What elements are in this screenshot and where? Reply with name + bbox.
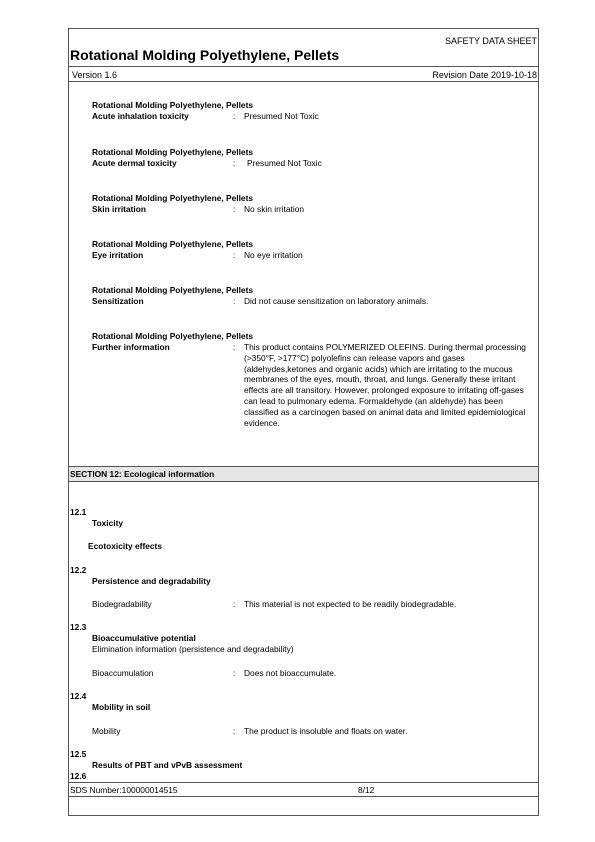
colon: :: [233, 668, 236, 678]
bioaccumulative-title: Bioaccumulative potential: [92, 633, 196, 643]
further-information-label: Further information: [92, 342, 170, 352]
mobility-title: Mobility in soil: [92, 702, 151, 712]
product-name: Rotational Molding Polyethylene, Pellets: [92, 193, 254, 203]
colon: :: [233, 204, 236, 214]
revision-date: Revision Date 2019-10-18: [432, 70, 537, 80]
divider: [68, 796, 539, 797]
colon: :: [233, 342, 236, 352]
page-number: 8/12: [358, 785, 375, 795]
divider: [68, 481, 539, 482]
section-12-heading: SECTION 12: Ecological information: [70, 469, 215, 479]
product-name: Rotational Molding Polyethylene, Pellets: [92, 285, 254, 295]
sensitization-value: Did not cause sensitization on laboratory animals.: [244, 296, 429, 306]
skin-irritation-value: No skin irritation: [244, 204, 305, 214]
mobility-value: The product is insoluble and floats on water.: [244, 726, 408, 736]
colon: :: [233, 296, 236, 306]
product-name: Rotational Molding Polyethylene, Pellets: [92, 331, 254, 341]
sensitization-label: Sensitization: [92, 296, 144, 306]
ecotoxicity-effects: Ecotoxicity effects: [88, 541, 163, 551]
colon: :: [233, 726, 236, 736]
divider: [68, 66, 539, 67]
product-name: Rotational Molding Polyethylene, Pellets: [92, 100, 254, 110]
product-name: Rotational Molding Polyethylene, Pellets: [92, 239, 254, 249]
acute-inhalation-value: Presumed Not Toxic: [244, 111, 319, 121]
mobility-label: Mobility: [92, 726, 121, 736]
acute-inhalation-label: Acute inhalation toxicity: [92, 111, 189, 121]
colon: :: [233, 158, 236, 168]
pbt-title: Results of PBT and vPvB assessment: [92, 760, 243, 770]
eye-irritation-value: No eye irritation: [244, 250, 303, 260]
elimination-note: Elimination information (persistence and degradability): [92, 644, 294, 654]
sds-number: SDS Number:100000014515: [70, 785, 178, 795]
bioaccumulation-value: Does not bioaccumulate.: [244, 668, 337, 678]
acute-dermal-value: Presumed Not Toxic: [247, 158, 322, 168]
colon: :: [233, 599, 236, 609]
further-information-text: This product contains POLYMERIZED OLEFINS. During thermal processing (>350°F, >177°C) polyolefins can release vapors and gases (aldehydes,ketones and organic acids) which are irritating to the mucous membranes of the eyes, mouth, throat, and lungs. Generally these irritant effects are all transitory. However, prolonged exposure to irritating off-gases can lead to pulmonary edema. Formaldehyde (an aldehyde) has been classified as a carcinogen based on animal data and limited epidemiological evidence.: [244, 342, 526, 428]
toxicity-title: Toxicity: [92, 518, 124, 528]
divider: [68, 81, 539, 82]
biodegradability-label: Biodegradability: [92, 599, 152, 609]
section-number: 12.4: [70, 691, 87, 701]
divider: [68, 782, 539, 783]
section-number: 12.3: [70, 622, 87, 632]
product-name: Rotational Molding Polyethylene, Pellets: [92, 147, 254, 157]
colon: :: [233, 111, 236, 121]
biodegradability-value: This material is not expected to be readily biodegradable.: [244, 599, 457, 609]
eye-irritation-label: Eye irritation: [92, 250, 144, 260]
doc-type: SAFETY DATA SHEET: [444, 36, 537, 46]
version: Version 1.6: [72, 70, 118, 80]
acute-dermal-label: Acute dermal toxicity: [92, 158, 177, 168]
skin-irritation-label: Skin irritation: [92, 204, 146, 214]
section-number: 12.5: [70, 749, 87, 759]
section-number: 12.6: [70, 771, 87, 781]
colon: :: [233, 250, 236, 260]
bioaccumulation-label: Bioaccumulation: [92, 668, 154, 678]
section-number: 12.1: [70, 507, 87, 517]
product-title: Rotational Molding Polyethylene, Pellets: [70, 47, 340, 63]
persistence-title: Persistence and degradability: [92, 576, 211, 586]
section-number: 12.2: [70, 565, 87, 575]
